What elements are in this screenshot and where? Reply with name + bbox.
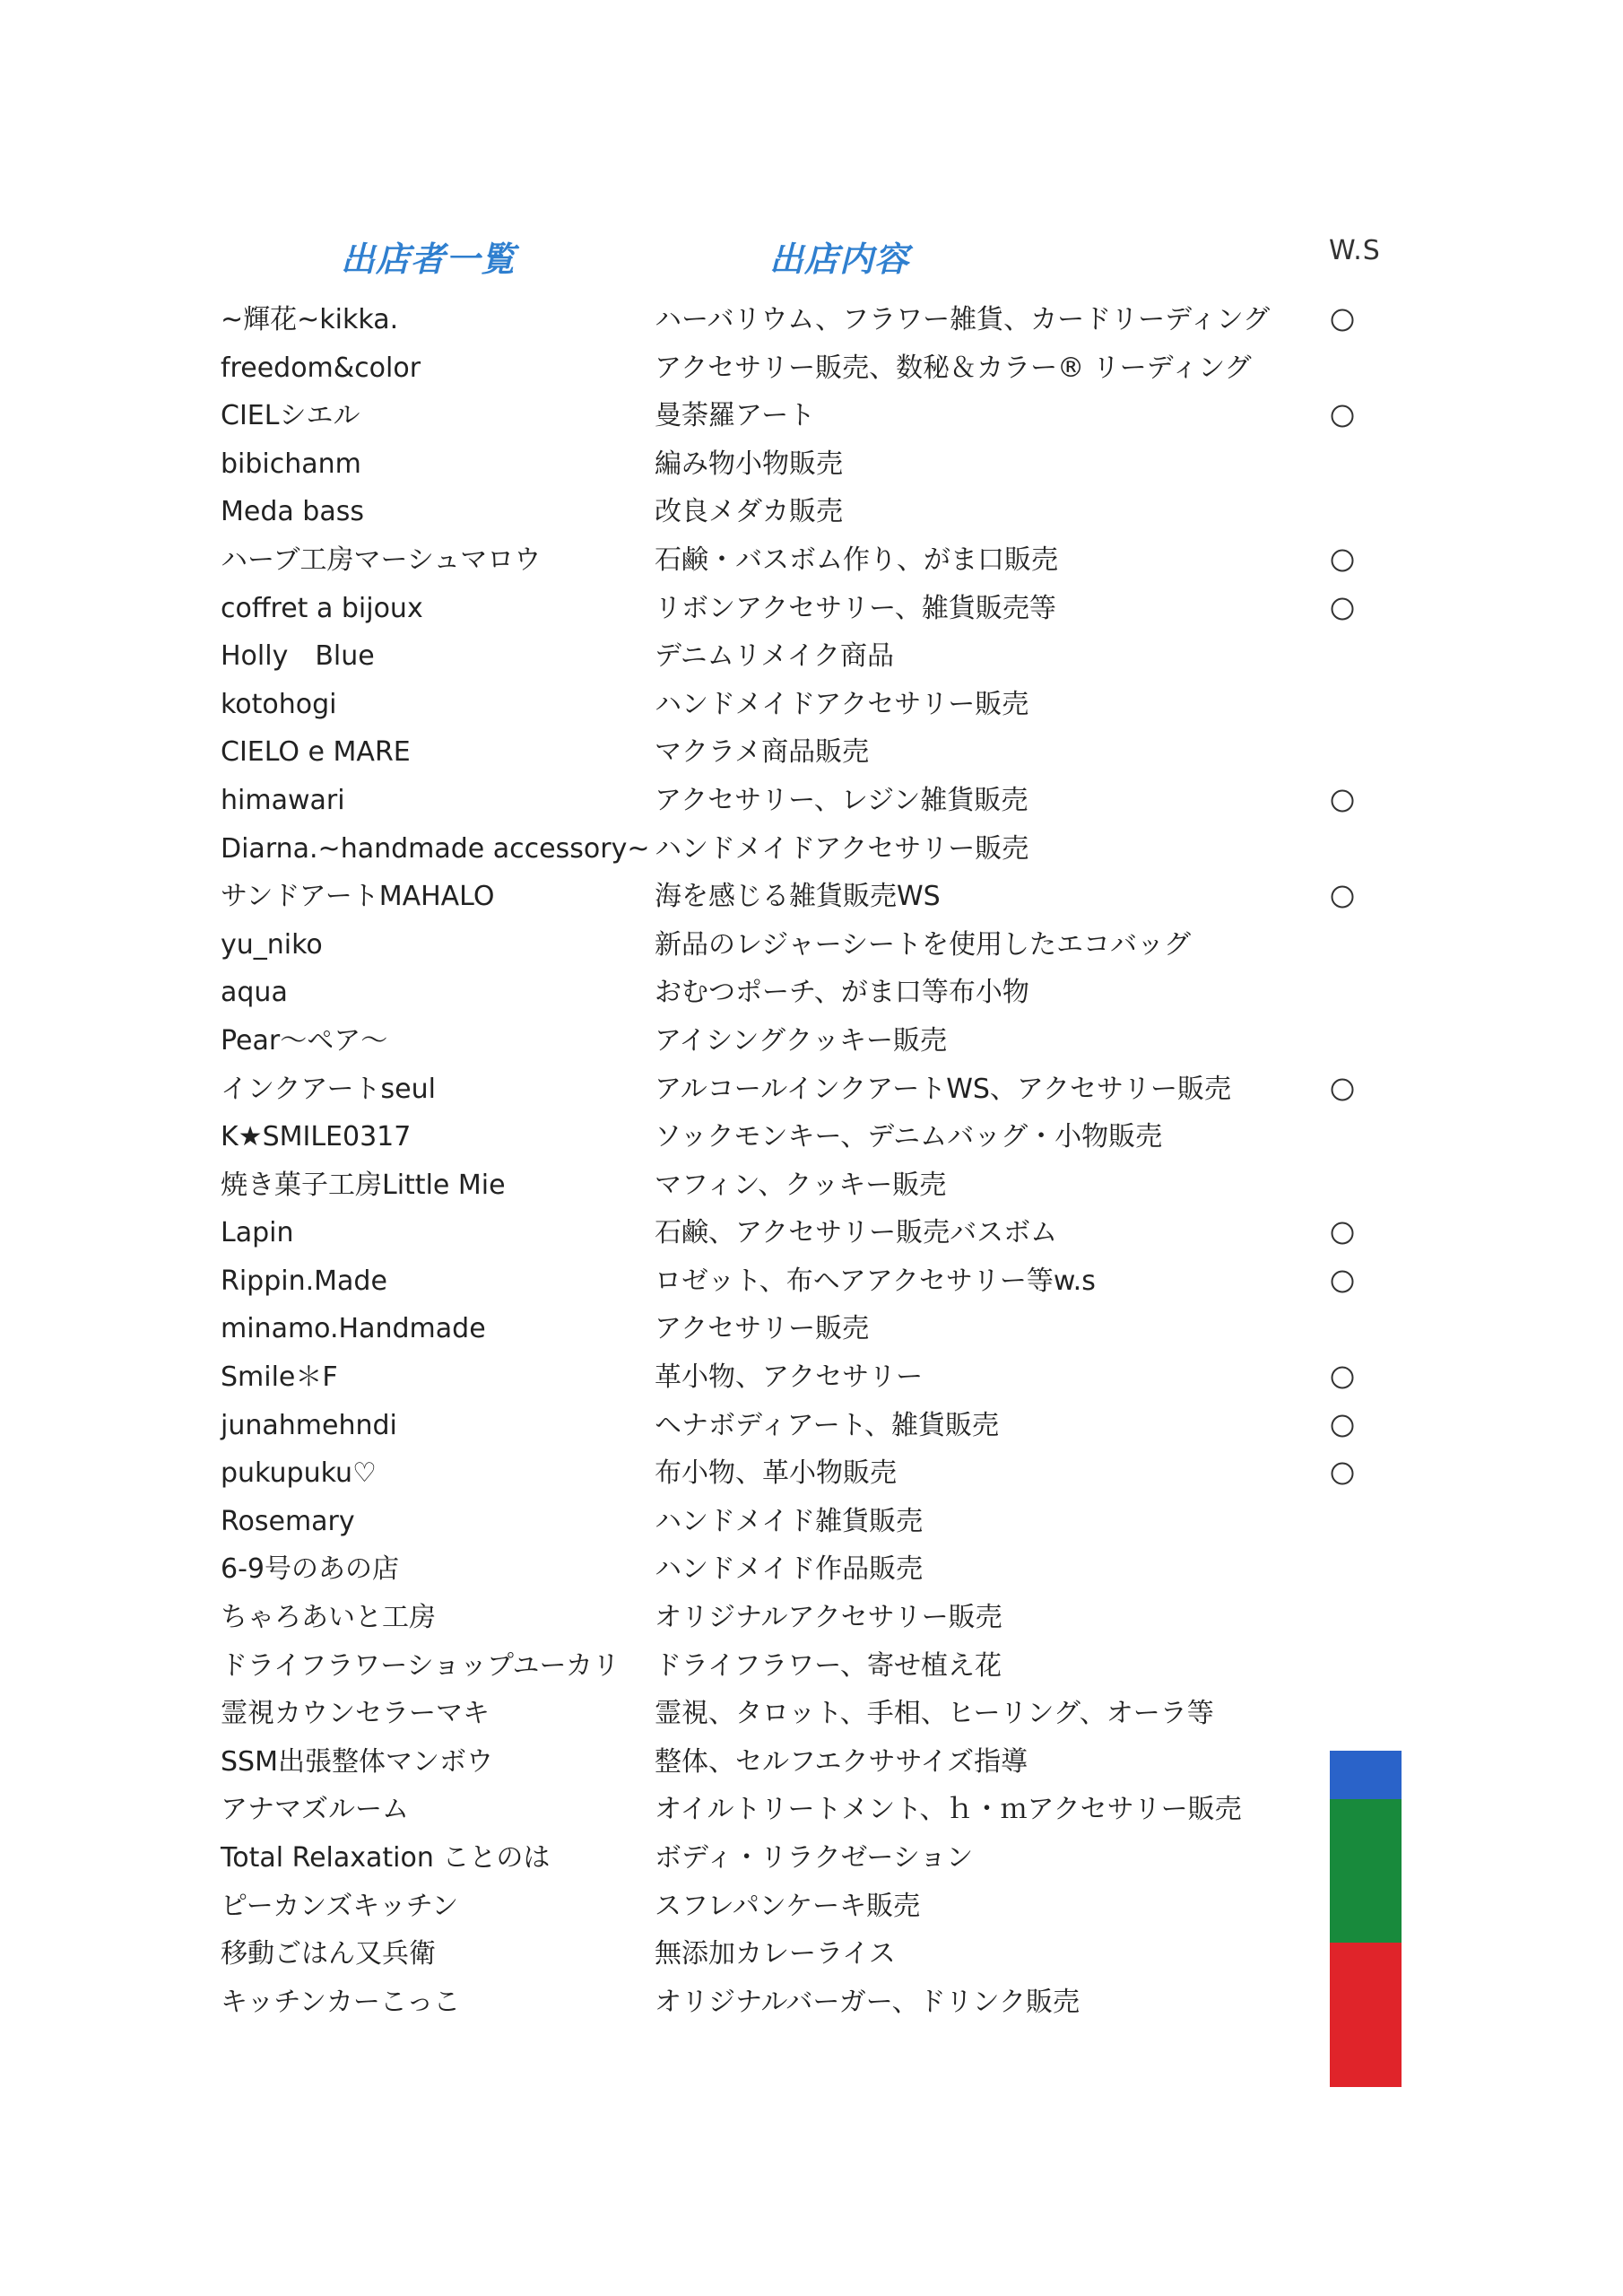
vendor-name: Meda bass: [221, 496, 364, 528]
vendor-row: [0, 440, 1623, 489]
workshop-heading: W.S: [1329, 235, 1381, 266]
vendor-content: 石鹸・バスボム作り、がま口販売: [655, 544, 1058, 576]
vendor-content: アルコールインクアートWS、アクセサリー販売: [655, 1073, 1232, 1105]
vendor-row: [0, 1017, 1623, 1065]
vendor-content: マクラメ商品販売: [655, 736, 870, 769]
vendor-content: アクセサリー、レジン雑貨販売: [655, 784, 1028, 816]
vendor-row: [0, 777, 1623, 825]
vendor-row: [0, 1161, 1623, 1210]
workshop-circle-icon: [1330, 1461, 1355, 1486]
vendor-row: [0, 1065, 1623, 1114]
vendor-row: [0, 344, 1623, 393]
vendor-name: 移動ごはん又兵衛: [221, 1938, 436, 1970]
vendor-name: pukupuku♡: [221, 1457, 377, 1490]
vendor-content: デニムリメイク商品: [655, 640, 894, 673]
vendor-content: オリジナルバーガー、ドリンク販売: [655, 1986, 1080, 2018]
workshop-circle-icon: [1330, 788, 1355, 813]
category-color-bar: [1330, 1751, 1402, 1799]
vendor-name: CIELシエル: [221, 400, 360, 432]
workshop-circle-icon: [1330, 1365, 1355, 1390]
vendor-name: Diarna.~handmade accessory~: [221, 832, 650, 865]
workshop-circle-icon: [1330, 1077, 1355, 1102]
workshop-circle-icon: [1330, 1221, 1355, 1246]
vendor-row: [0, 1449, 1623, 1498]
vendor-name: junahmehndi: [221, 1409, 397, 1441]
vendor-content: オイルトリートメント、ｈ・ｍアクセサリー販売: [655, 1794, 1242, 1826]
vendor-content: オリジナルアクセサリー販売: [655, 1602, 1002, 1634]
vendor-row: [0, 1113, 1623, 1161]
vendor-content: アイシングクッキー販売: [655, 1024, 947, 1057]
vendor-content: ハーバリウム、フラワー雑貨、カードリーディング: [655, 304, 1271, 335]
vendor-content: マフィン、クッキー販売: [655, 1169, 947, 1201]
vendor-content: 石鹸、アクセサリー販売バスボム: [655, 1217, 1058, 1249]
vendor-name: ちゃろあいと工房: [221, 1602, 436, 1634]
vendor-row: [0, 632, 1623, 681]
vendor-name: Rosemary: [221, 1505, 355, 1537]
vendor-name: Total Relaxation ことのは: [221, 1842, 551, 1874]
workshop-circle-icon: [1330, 308, 1355, 333]
workshop-circle-icon: [1330, 884, 1355, 909]
vendor-content: アクセサリー販売: [655, 1313, 870, 1345]
vendor-content: 編み物小物販売: [655, 448, 843, 480]
vendor-name: Pear～ペア～: [221, 1024, 388, 1057]
vendor-row: [0, 1209, 1623, 1257]
vendor-name: minamo.Handmade: [221, 1313, 486, 1345]
vendor-content: 改良メダカ販売: [655, 496, 843, 528]
vendor-name: インクアートseul: [221, 1073, 436, 1105]
vendor-name: ~輝花~kikka.: [221, 304, 399, 335]
vendor-name: ドライフラワーショップユーカリ: [221, 1649, 620, 1682]
vendor-row: [0, 969, 1623, 1017]
vendor-name: サンドアートMAHALO: [221, 881, 495, 913]
vendor-content: 布小物、革小物販売: [655, 1457, 897, 1490]
vendor-row: [0, 585, 1623, 633]
vendor-name: himawari: [221, 784, 345, 816]
workshop-circle-icon: [1330, 548, 1355, 573]
vendor-content: ハンドメイドアクセサリー販売: [655, 832, 1029, 865]
vendor-content: アクセサリー販売、数秘＆カラー® リーディング: [655, 352, 1252, 384]
vendor-name: 焼き菓子工房Little Mie: [221, 1169, 506, 1201]
vendor-name: bibichanm: [221, 448, 361, 480]
vendor-content: ハンドメイドアクセサリー販売: [655, 688, 1029, 720]
vendor-name: aqua: [221, 977, 288, 1009]
vendor-name: 霊視カウンセラーマキ: [221, 1698, 490, 1730]
vendor-content: ハンドメイド雑貨販売: [655, 1505, 924, 1537]
vendor-row: [0, 1498, 1623, 1546]
vendor-name: Smile＊F: [221, 1361, 338, 1394]
vendor-name: CIELO e MARE: [221, 736, 411, 769]
vendor-content: リボンアクセサリー、雑貨販売等: [655, 592, 1056, 624]
vendor-content: 革小物、アクセサリー: [655, 1361, 924, 1394]
vendor-row: [0, 488, 1623, 536]
vendor-content: 海を感じる雑貨販売WS: [655, 881, 941, 913]
vendor-content: 霊視、タロット、手相、ヒーリング、オーラ等: [655, 1698, 1214, 1730]
vendor-name: キッチンカーこっこ: [221, 1986, 461, 2018]
vendor-row: [0, 921, 1623, 970]
workshop-circle-icon: [1330, 1269, 1355, 1294]
vendor-row: [0, 1642, 1623, 1691]
vendor-content: 無添加カレーライス: [655, 1938, 896, 1970]
vendor-row: [0, 825, 1623, 874]
vendor-content: ロゼット、布ヘアアクセサリー等w.s: [655, 1265, 1096, 1297]
vendor-row: [0, 392, 1623, 440]
content-heading: 出店内容: [769, 239, 910, 279]
vendor-content: ドライフラワー、寄せ植え花: [655, 1649, 1002, 1682]
vendor-content: ハンドメイド作品販売: [655, 1553, 924, 1586]
vendor-content: おむつポーチ、がま口等布小物: [655, 977, 1029, 1009]
vendor-row: [0, 296, 1623, 344]
workshop-circle-icon: [1330, 596, 1355, 622]
vendor-name: kotohogi: [221, 688, 337, 720]
vendor-name: SSM出張整体マンボウ: [221, 1745, 493, 1778]
category-color-bar: [1330, 1943, 1402, 2087]
vendor-row: [0, 1402, 1623, 1450]
workshop-circle-icon: [1330, 1413, 1355, 1439]
vendor-row: [0, 1257, 1623, 1306]
vendor-name: アナマズルーム: [221, 1794, 409, 1826]
category-color-bar: [1330, 1799, 1402, 1944]
vendor-row: [0, 1353, 1623, 1402]
vendor-content: ヘナボディアート、雑貨販売: [655, 1409, 999, 1441]
vendor-row: [0, 1545, 1623, 1594]
vendor-row: [0, 1305, 1623, 1353]
vendor-list-heading: 出店者一覧: [341, 239, 516, 279]
vendor-row: [0, 681, 1623, 729]
vendor-name: yu_niko: [221, 928, 323, 961]
vendor-content: 曼荼羅アート: [655, 400, 816, 432]
vendor-name: Lapin: [221, 1217, 294, 1249]
vendor-row: [0, 873, 1623, 921]
vendor-name: K★SMILE0317: [221, 1121, 412, 1153]
vendor-content: スフレパンケーキ販売: [655, 1890, 921, 1922]
vendor-name: coffret a bijoux: [221, 592, 423, 624]
vendor-row: [0, 1594, 1623, 1642]
vendor-name: freedom&color: [221, 352, 421, 384]
vendor-name: ピーカンズキッチン: [221, 1890, 459, 1922]
vendor-content: 整体、セルフエクササイズ指導: [655, 1745, 1028, 1778]
vendor-content: 新品のレジャーシートを使用したエコバッグ: [655, 928, 1192, 961]
vendor-row: [0, 1690, 1623, 1738]
vendor-row: [0, 728, 1623, 777]
workshop-circle-icon: [1330, 404, 1355, 429]
vendor-name: Rippin.Made: [221, 1265, 387, 1297]
vendor-name: Holly Blue: [221, 640, 375, 673]
vendor-content: ボディ・リラクゼーション: [655, 1842, 974, 1874]
vendor-name: 6-9号のあの店: [221, 1553, 399, 1586]
vendor-row: [0, 536, 1623, 585]
vendor-name: ハーブ工房マーシュマロウ: [221, 544, 542, 576]
vendor-content: ソックモンキー、デニムバッグ・小物販売: [655, 1121, 1163, 1153]
